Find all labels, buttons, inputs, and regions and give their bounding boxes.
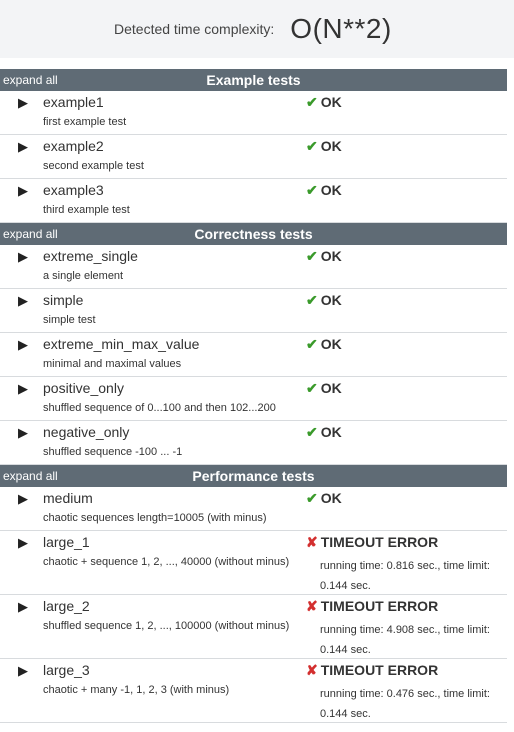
checkmark-icon: ✔ (306, 424, 318, 440)
status-text: OK (320, 336, 342, 352)
status-text: OK (320, 138, 342, 154)
test-status (306, 182, 342, 199)
cross-icon: ✘ (306, 598, 318, 614)
expand-all-link[interactable]: expand all (3, 73, 58, 87)
test-row[interactable] (0, 487, 507, 531)
test-name: example3 (43, 182, 104, 198)
test-row[interactable] (0, 595, 507, 659)
test-row[interactable] (0, 377, 507, 421)
test-status (306, 292, 342, 309)
test-row[interactable] (0, 531, 507, 595)
expand-triangle-icon[interactable]: ▶ (18, 293, 28, 308)
test-description: third example test (43, 204, 130, 216)
checkmark-icon: ✔ (306, 94, 318, 110)
expand-triangle-icon[interactable]: ▶ (18, 139, 28, 154)
section-header (0, 223, 507, 245)
section-title: Correctness tests (194, 226, 313, 242)
expand-triangle-icon[interactable]: ▶ (18, 95, 28, 110)
section-title: Performance tests (192, 468, 315, 484)
complexity-value: O(N**2) (290, 13, 392, 44)
test-row[interactable] (0, 659, 507, 723)
cross-icon: ✘ (306, 662, 318, 678)
section-header (0, 69, 507, 91)
test-row[interactable] (0, 135, 507, 179)
test-description: minimal and maximal values (43, 358, 182, 370)
test-description: shuffled sequence of 0...100 and then 102...200 (43, 402, 276, 414)
test-row[interactable] (0, 245, 507, 289)
status-text: OK (320, 292, 342, 308)
test-name: extreme_single (43, 248, 138, 264)
test-row[interactable] (0, 179, 507, 223)
expand-triangle-icon[interactable]: ▶ (18, 425, 28, 440)
test-name: example2 (43, 138, 104, 154)
status-text: OK (320, 182, 342, 198)
test-name: large_1 (43, 534, 90, 550)
test-name: large_3 (43, 662, 90, 678)
test-description: shuffled sequence 1, 2, ..., 100000 (without minus) (43, 620, 290, 632)
expand-triangle-icon[interactable]: ▶ (18, 183, 28, 198)
checkmark-icon: ✔ (306, 380, 318, 396)
test-status (306, 662, 438, 679)
test-name: example1 (43, 94, 104, 110)
status-text: TIMEOUT ERROR (320, 534, 439, 550)
test-name: negative_only (43, 424, 130, 440)
expand-triangle-icon[interactable]: ▶ (18, 337, 28, 352)
test-name: large_2 (43, 598, 90, 614)
checkmark-icon: ✔ (306, 490, 318, 506)
test-row[interactable] (0, 91, 507, 135)
test-description: chaotic + many -1, 1, 2, 3 (with minus) (43, 684, 230, 696)
test-status (306, 534, 438, 551)
test-description: chaotic + sequence 1, 2, ..., 40000 (without minus) (43, 556, 290, 568)
expand-all-link[interactable]: expand all (3, 227, 58, 241)
expand-triangle-icon[interactable]: ▶ (18, 535, 28, 550)
test-description: a single element (43, 270, 124, 282)
timing-detail: running time: 4.908 sec., time limit: 0.144 sec. (320, 624, 490, 656)
test-description: simple test (43, 314, 96, 326)
complexity-banner (0, 0, 514, 58)
test-status (306, 598, 438, 615)
test-status (306, 490, 342, 507)
status-text: TIMEOUT ERROR (320, 662, 439, 678)
test-description: chaotic sequences length=10005 (with minus) (43, 512, 267, 524)
test-status (306, 424, 342, 441)
status-text: OK (320, 490, 342, 506)
expand-all-link[interactable]: expand all (3, 469, 58, 483)
status-text: TIMEOUT ERROR (320, 598, 439, 614)
checkmark-icon: ✔ (306, 182, 318, 198)
status-text: OK (320, 380, 342, 396)
checkmark-icon: ✔ (306, 248, 318, 264)
test-status (306, 94, 342, 111)
status-text: OK (320, 94, 342, 110)
complexity-label: Detected time complexity: (114, 21, 275, 37)
cross-icon: ✘ (306, 534, 318, 550)
status-text: OK (320, 424, 342, 440)
expand-triangle-icon[interactable]: ▶ (18, 249, 28, 264)
section-title: Example tests (206, 72, 301, 88)
section-header (0, 465, 507, 487)
status-text: OK (320, 248, 342, 264)
test-description: first example test (43, 116, 127, 128)
test-status (306, 138, 342, 155)
test-status (306, 380, 342, 397)
expand-triangle-icon[interactable]: ▶ (18, 381, 28, 396)
test-name: extreme_min_max_value (43, 336, 200, 352)
checkmark-icon: ✔ (306, 336, 318, 352)
test-description: shuffled sequence -100 ... -1 (43, 446, 183, 458)
test-status (306, 336, 342, 353)
expand-triangle-icon[interactable]: ▶ (18, 663, 28, 678)
expand-triangle-icon[interactable]: ▶ (18, 599, 28, 614)
checkmark-icon: ✔ (306, 292, 318, 308)
timing-detail: running time: 0.816 sec., time limit: 0.144 sec. (320, 560, 490, 592)
test-name: simple (43, 292, 84, 308)
test-name: medium (43, 490, 93, 506)
test-description: second example test (43, 160, 144, 172)
test-results-table (0, 69, 507, 723)
test-row[interactable] (0, 289, 507, 333)
expand-triangle-icon[interactable]: ▶ (18, 491, 28, 506)
test-row[interactable] (0, 421, 507, 465)
test-row[interactable] (0, 333, 507, 377)
checkmark-icon: ✔ (306, 138, 318, 154)
timing-detail: running time: 0.476 sec., time limit: 0.144 sec. (320, 688, 490, 720)
test-name: positive_only (43, 380, 124, 396)
test-status (306, 248, 342, 265)
